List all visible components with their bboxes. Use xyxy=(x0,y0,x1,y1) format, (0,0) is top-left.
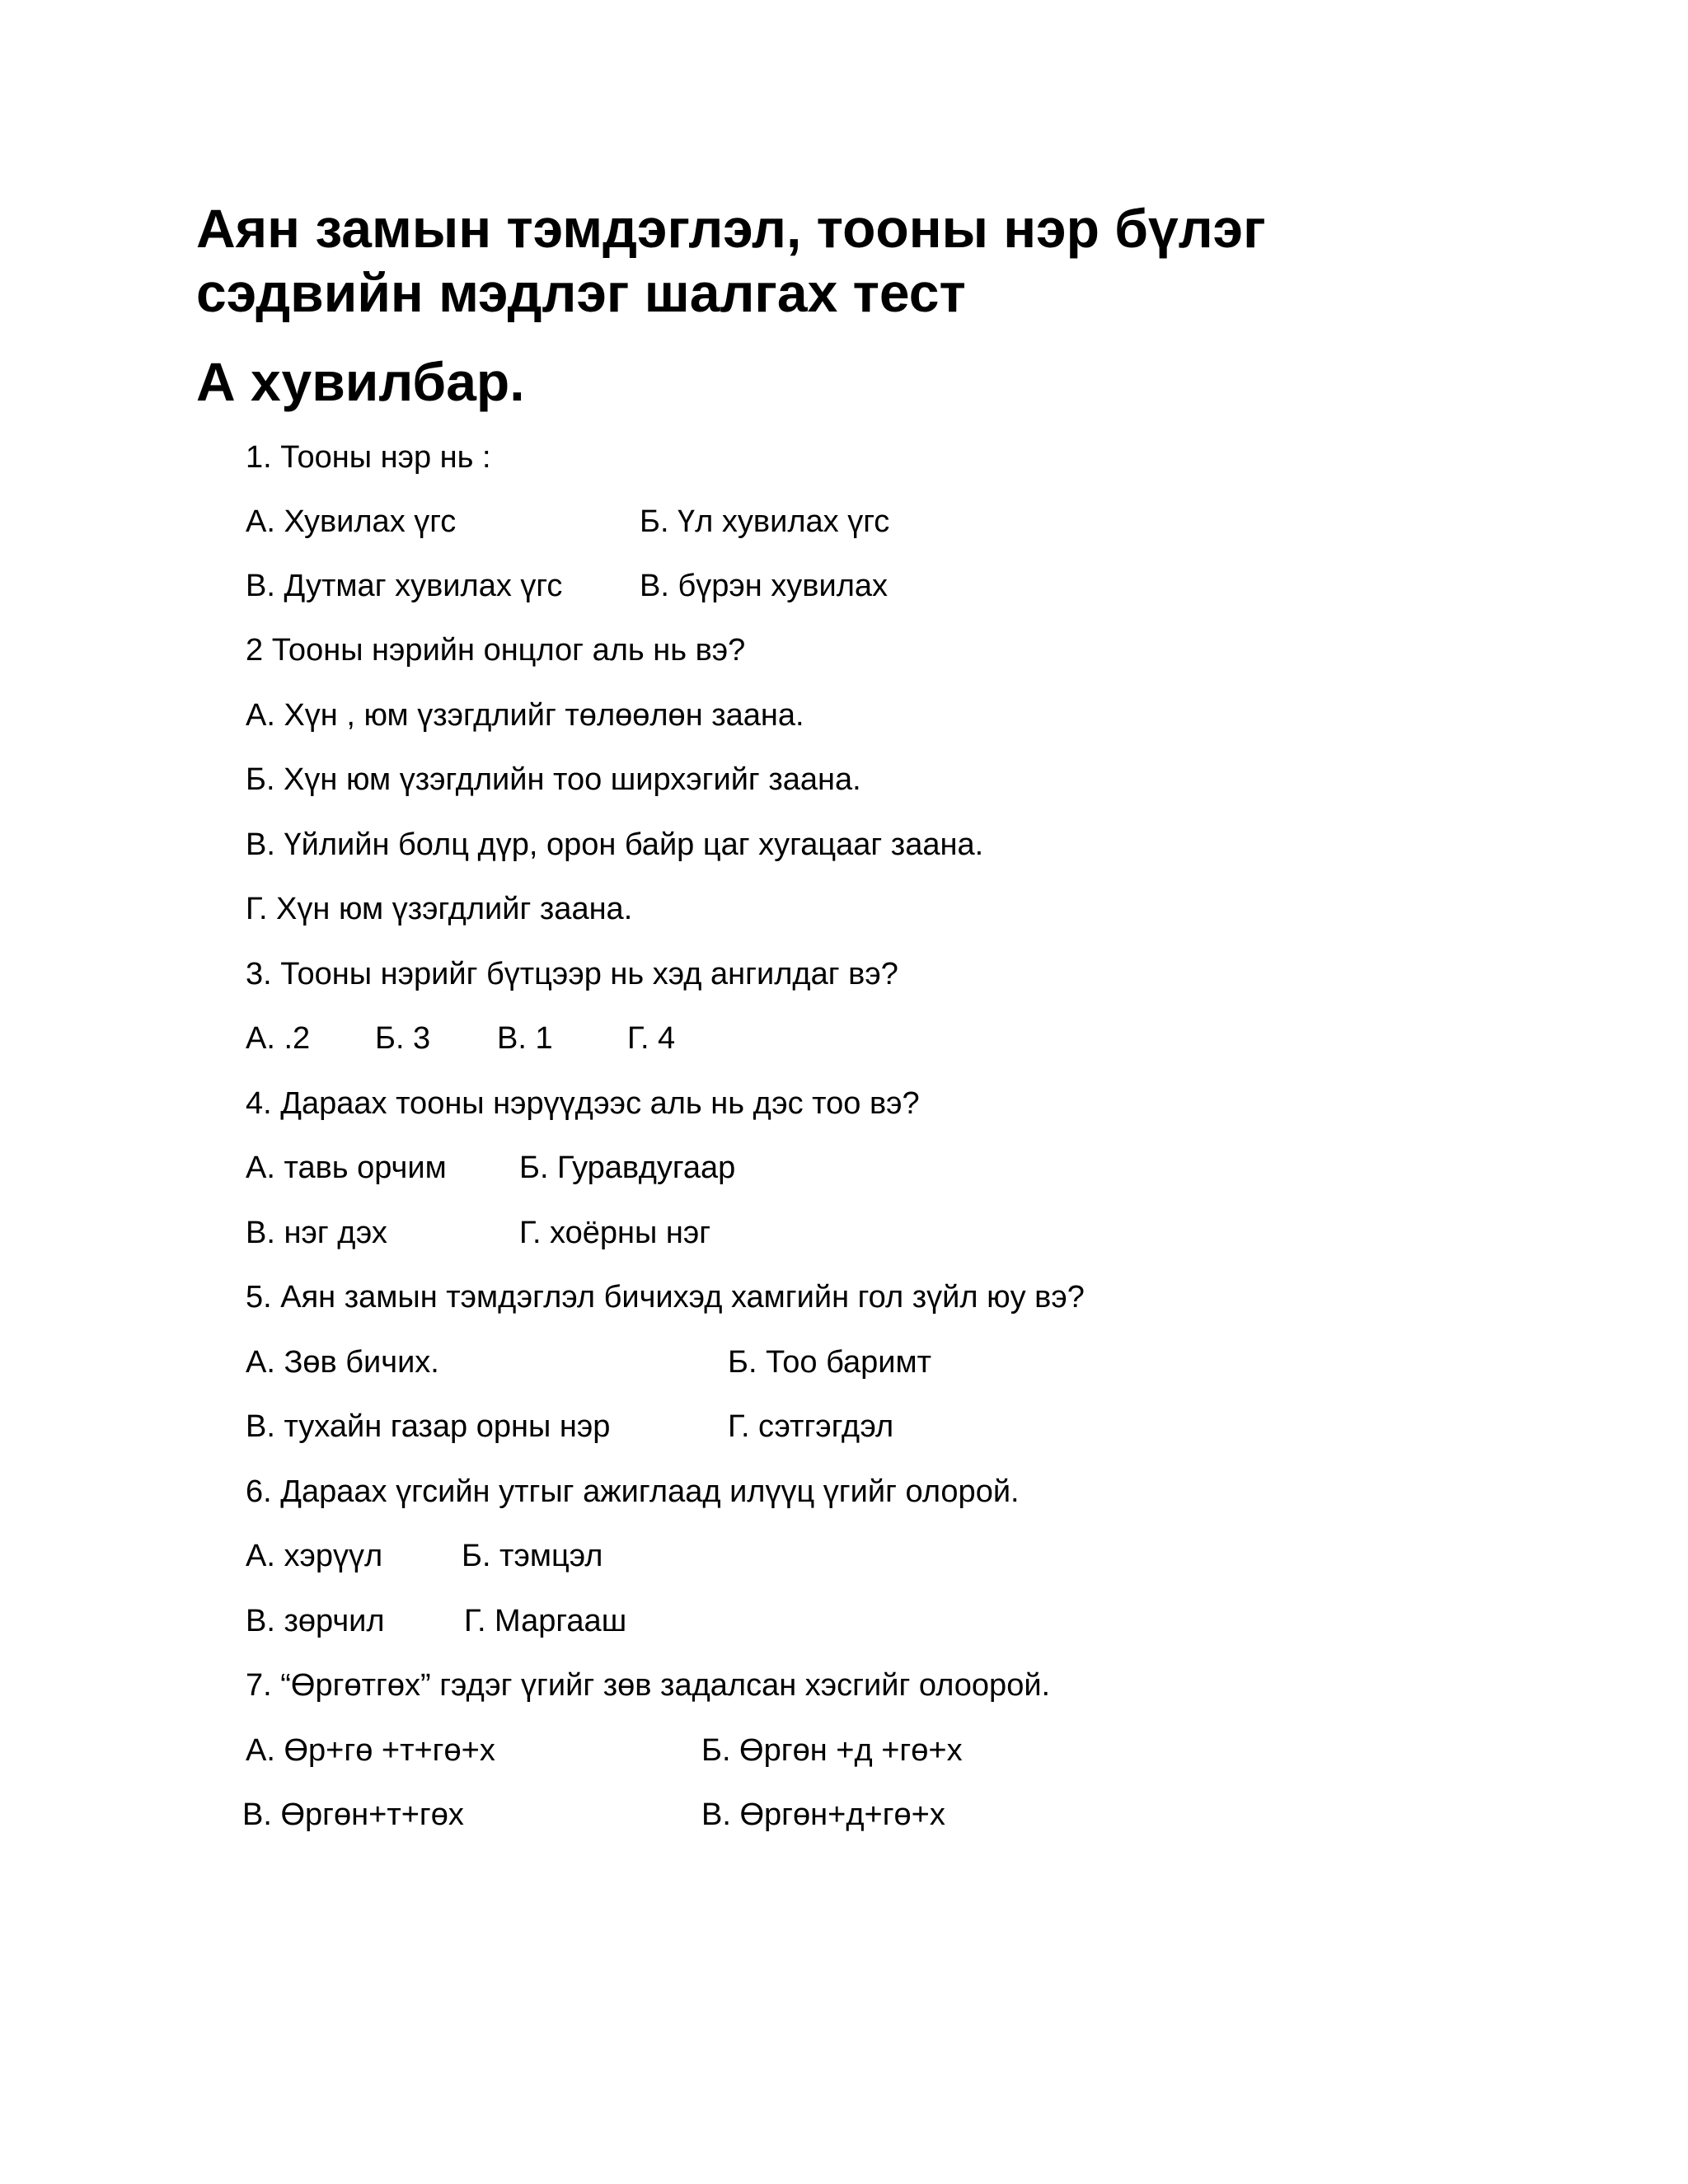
question-text: 6. Дараах үгсийн утгыг ажиглаад илүүц үгийг олорой. xyxy=(246,1474,1020,1509)
answer-option-c: В. Өргөн+т+гөх xyxy=(242,1797,464,1832)
answer-option-a: А. Өр+гө +т+гө+х xyxy=(246,1733,495,1768)
answer-option-b: Б. Гуравдугаар xyxy=(519,1151,736,1185)
answer-option-a: А. хэрүүл xyxy=(246,1539,383,1573)
question-text: 1. Тооны нэр нь : xyxy=(246,440,491,475)
answer-option-d: Г. Маргааш xyxy=(464,1604,627,1638)
question-text: 4. Дараах тооны нэрүүдээс аль нь дэс тоо вэ? xyxy=(246,1086,920,1121)
answer-option-d: Г. 4 xyxy=(627,1021,676,1056)
answer-option-b: Б. Тоо баримт xyxy=(728,1345,932,1380)
answer-option-b: Б. Өргөн +д +гө+х xyxy=(701,1733,963,1768)
question-text: 3. Тооны нэрийг бүтцээр нь хэд ангилдаг вэ? xyxy=(246,957,898,991)
answer-option-a: А. тавь орчим xyxy=(246,1151,447,1185)
answer-option-a: А. Хүн , юм үзэгдлийг төлөөлөн заана. xyxy=(246,698,804,733)
answer-option-d: Г. сэтгэгдэл xyxy=(728,1409,894,1444)
answer-option-c: В. тухайн газар орны нэр xyxy=(246,1409,611,1444)
answer-option-c: В. нэг дэх xyxy=(246,1216,387,1250)
page-title-line2: сэдвийн мэдлэг шалгах тест xyxy=(196,262,966,323)
answer-option-b: Б. Үл хувилах үгс xyxy=(640,504,890,539)
answer-option-d: Г. Хүн юм үзэгдлийг заана. xyxy=(246,892,633,926)
variant-heading: А хувилбар. xyxy=(196,351,525,412)
question-text: 2 Тооны нэрийн онцлог аль нь вэ? xyxy=(246,633,746,668)
page-title-line1: Аян замын тэмдэглэл, тооны нэр бүлэг xyxy=(196,198,1266,259)
answer-option-b: Б. Хүн юм үзэгдлийн тоо ширхэгийг заана. xyxy=(246,762,861,797)
answer-option-d: В. бүрэн хувилах xyxy=(640,569,889,603)
answer-option-a: А. .2 xyxy=(246,1021,311,1056)
answer-option-c: В. 1 xyxy=(497,1021,553,1056)
answer-option-c: В. Үйлийн болц дүр, орон байр цаг хугацааг заана. xyxy=(246,827,984,862)
answer-option-b: Б. 3 xyxy=(375,1021,431,1056)
answer-option-c: В. Дутмаг хувилах үгс xyxy=(246,569,563,603)
answer-option-d: Г. хоёрны нэг xyxy=(519,1216,711,1250)
answer-option-c: В. зөрчил xyxy=(246,1604,385,1638)
answer-option-a: А. Хувилах үгс xyxy=(246,504,457,539)
answer-option-d: В. Өргөн+д+гө+х xyxy=(701,1797,945,1832)
question-text: 7. “Өргөтгөх” гэдэг үгийг зөв задалсан хэсгийг олоорой. xyxy=(246,1668,1051,1703)
question-text: 5. Аян замын тэмдэглэл бичихэд хамгийн гол зүйл юу вэ? xyxy=(246,1280,1085,1315)
answer-option-b: Б. тэмцэл xyxy=(462,1539,603,1573)
answer-option-a: А. Зөв бичих. xyxy=(246,1345,439,1380)
